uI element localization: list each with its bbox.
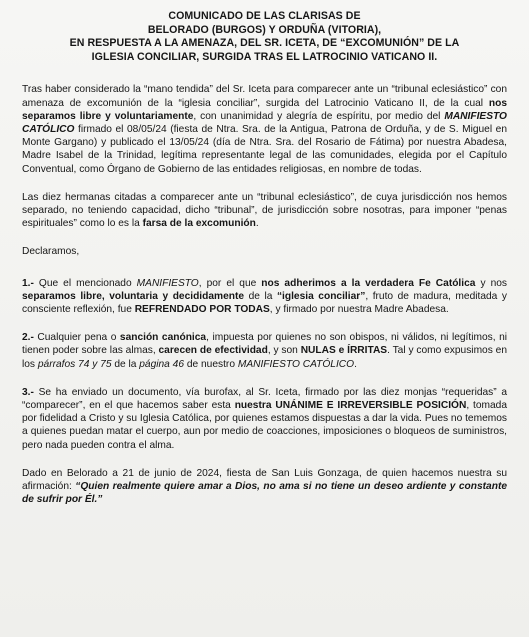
- bold-italic-run: MANIFIESTO CATÓLICO: [22, 110, 507, 135]
- bold-run: nuestra UNÁNIME E IRREVERSIBLE POSICIÓN: [234, 400, 467, 412]
- bold-italic-quote: “Quien realmente quiere amar a Dios, no ama si no tiene un deseo ardiente y constante de sufrir por Él.”: [22, 481, 508, 506]
- bold-run: separamos libre, voluntaria y decididamente: [22, 290, 245, 302]
- paragraph-declaramos: Declaramos,: [22, 246, 80, 258]
- bold-run: “iglesia conciliar”: [276, 290, 366, 302]
- title-line-2: BELORADO (BURGOS) Y ORDUÑA (VITORIA),: [147, 23, 382, 36]
- text-run: Se ha enviado un documento, vía burofax, al Sr. Iceta, firmado por las diez monjas “requeridas” a “comparecer”, en el que hacemos saber esta: [22, 386, 507, 412]
- point-number: 3.-: [22, 386, 34, 398]
- paragraph-point-1: [22, 277, 507, 317]
- paragraph-closing: [22, 467, 507, 507]
- text-run: , con unanimidad y alegría de espíritu, por medio del: [193, 110, 445, 122]
- text-run: y nos: [475, 277, 507, 289]
- text-run: , tomada por fidelidad a Cristo y su Iglesia Católica, por quienes estamos dispuestas a dar la vida. Pues no tememos a quienes puedan matar el cuerpo, aun por medio de coacciones, imposiciones o bloqueos de suministros, pero nada pueden contra el alma.: [22, 400, 507, 451]
- bold-run: carecen de efectividad: [158, 345, 268, 357]
- bold-run: NULAS e ÍRRITAS: [300, 345, 388, 357]
- italic-run: MANIFIESTO CATÓLICO: [237, 358, 355, 370]
- bold-run: sanción canónica: [119, 332, 207, 344]
- text-run: , y son: [267, 345, 301, 357]
- point-number: 2.-: [22, 332, 34, 344]
- text-run: , y firmado por nuestra Madre Abadesa.: [269, 304, 449, 316]
- bold-run: REFRENDADO POR TODAS: [134, 304, 270, 316]
- italic-run: MANIFIESTO: [136, 277, 199, 289]
- title-line-1: COMUNICADO DE LAS CLARISAS DE: [168, 10, 361, 22]
- paragraph-point-2: [22, 331, 507, 371]
- text-run: de la: [111, 358, 140, 370]
- title-line-3: EN RESPUESTA A LA AMENAZA, DEL SR. ICETA, DE “EXCOMUNIÓN” DE LA: [69, 37, 460, 50]
- italic-run: párrafos 74 y 75: [37, 358, 112, 370]
- text-run: , fruto de madura, meditada y consciente reflexión, fue: [22, 290, 507, 316]
- title-line-4: IGLESIA CONCILIAR, SURGIDA TRAS EL LATROCINIO VATICANO II.: [91, 50, 438, 63]
- text-run: Las diez hermanas citadas a comparecer ante un “tribunal eclesiástico”, de cuya jurisdicción nos hemos separado, no teniendo capacidad, dicho “tribunal”, de jurisdicción sobre nosotras, para imponer “penas espirituales” como lo es la: [22, 191, 507, 230]
- bold-run: nos adherimos a la verdadera Fe Católica: [261, 277, 476, 289]
- text-run: . Tal y como expusimos en los: [22, 345, 507, 370]
- document-title: [22, 10, 507, 64]
- paragraph-ten-sisters: [22, 191, 507, 231]
- text-run: de nuestro: [184, 358, 238, 370]
- text-run: , impuesta por quienes no son obispos, ni válidos, ni legítimos, ni tienen poder sobre las almas,: [22, 332, 507, 357]
- paragraph-point-3: [22, 386, 507, 452]
- text-run: Tras haber considerado la “mano tendida” del Sr. Iceta para comparecer ante un “tribunal eclesiástico” con amenaza de excomunión de la “iglesia conciliar”, surgida del Latrocinio Vaticano II, de la cual: [22, 84, 507, 109]
- bold-run: farsa de la excomunión: [142, 218, 256, 230]
- text-run: firmado el 08/05/24 (fiesta de Ntra. Sra. de la Antigua, Patrona de Orduña, y de S. Miguel en Monte Gargano) y publicado el 13/05/24 (día de Ntra. Sra. del Rosario de Fátima) por nuestra Abadesa, Madre Isabel de la Trinidad, legítima representante legal de las comunidades, elegida por el Capítulo Conventual, como Órgano de Gobierno de las entidades religiosas, en nombre de todas.: [22, 123, 507, 175]
- paragraph-intro: [22, 83, 507, 175]
- text-run: Dado en Belorado a 21 de junio de 2024, fiesta de San Luis Gonzaga, de quien hacemos nuestra su afirmación:: [22, 467, 507, 493]
- bold-run: nos separamos libre y voluntariamente: [22, 97, 507, 122]
- text-run: de la: [244, 290, 277, 302]
- text-run: .: [354, 358, 357, 370]
- point-number: 1.-: [22, 277, 34, 289]
- text-run: Que el mencionado: [33, 277, 137, 289]
- italic-run: página 46: [139, 358, 185, 370]
- text-run: , por el que: [198, 277, 262, 289]
- text-run: .: [255, 218, 259, 230]
- text-run: Cualquier pena o: [33, 332, 120, 344]
